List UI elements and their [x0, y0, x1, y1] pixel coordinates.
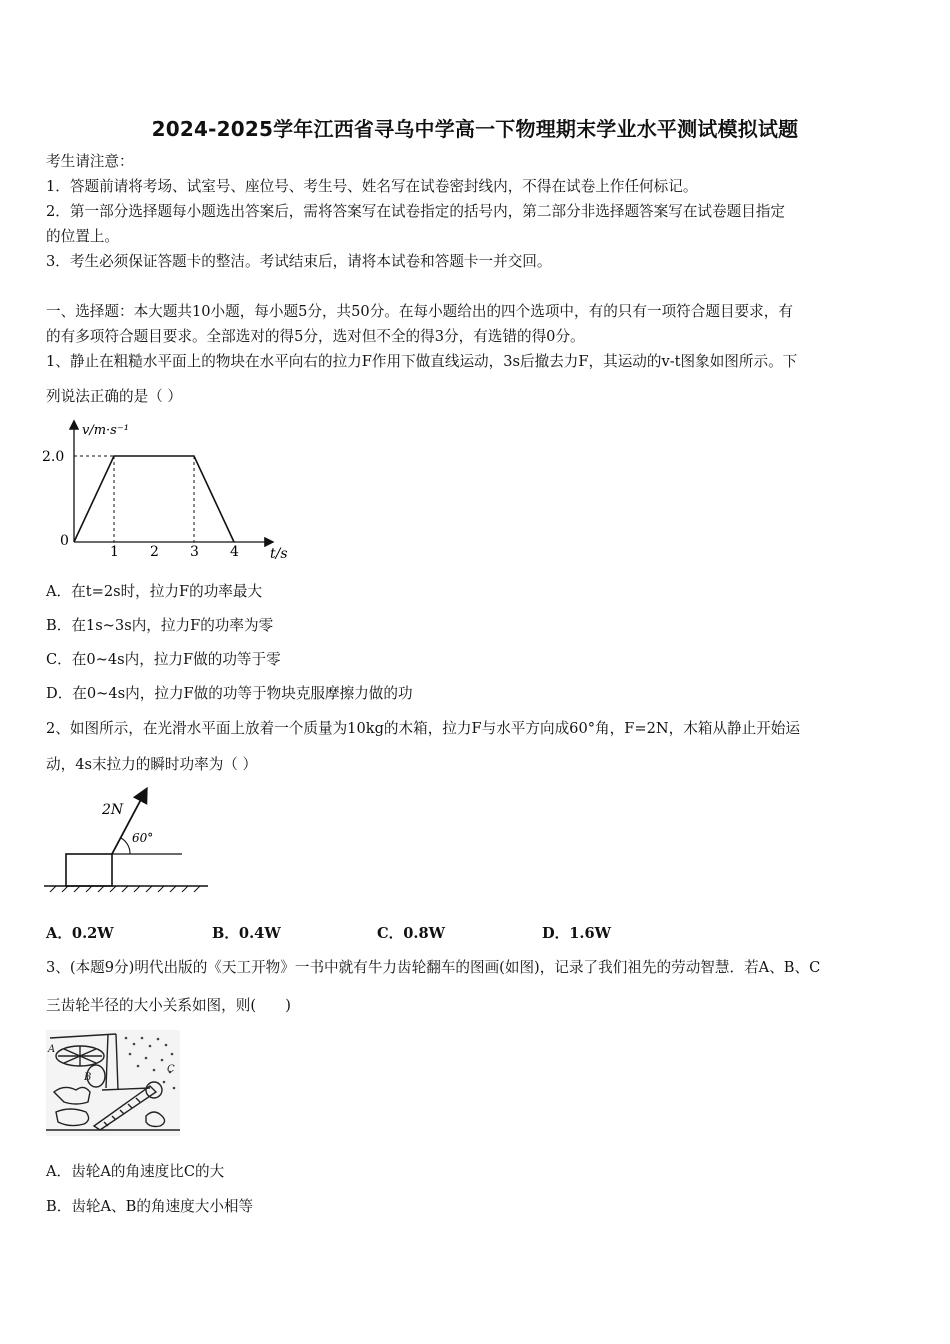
q1-option-b[interactable]: B．在1s~3s内，拉力F的功率为零: [46, 617, 274, 634]
section-instructions-1: 一、选择题：本大题共10小题，每小题5分，共50分。在每小题给出的四个选项中，有的只有一项符合题目要求，有: [46, 303, 793, 320]
q1-stem-1: 1、静止在粗糙水平面上的物块在水平向右的拉力F作用下做直线运动，3s后撤去力F，其运动的v-t图象如图所示。下: [46, 353, 798, 370]
q1-graph-xtick-2: 2: [150, 544, 159, 560]
q2-stem-2: 动，4s末拉力的瞬时功率为（ ）: [46, 756, 258, 773]
section-instructions-2: 的有多项符合题目要求。全部选对的得5分，选对但不全的得3分，有选错的得0分。: [46, 328, 585, 345]
notice-item-2-cont: 的位置上。: [46, 228, 119, 245]
q3-stem-2: 三齿轮半径的大小关系如图，则( ): [46, 997, 291, 1014]
q3-gear-illustration: [46, 1030, 180, 1136]
q3-stem-1: 3、(本题9分)明代出版的《天工开物》一书中就有牛力齿轮翻车的图画(如图)，记录了我们祖先的劳动智慧．若A、B、C: [46, 959, 821, 976]
q3-option-b[interactable]: B．齿轮A、B的角速度大小相等: [46, 1198, 254, 1215]
q2-angle-label: 60°: [132, 831, 154, 845]
q2-angle-arc: [121, 838, 130, 854]
q2-force-label: 2N: [102, 802, 124, 818]
q1-graph-ytick: 2.0: [42, 449, 65, 465]
q1-graph-xtick-3: 3: [190, 544, 199, 560]
q3-label-c: C: [167, 1064, 175, 1075]
q1-graph-xlabel: t/s: [270, 546, 288, 562]
notice-heading: 考生请注意：: [46, 153, 134, 170]
notice-item-3: 3．考生必须保证答题卡的整洁。考试结束后，请将本试卷和答题卡一并交回。: [46, 253, 552, 270]
q1-option-d[interactable]: D．在0~4s内，拉力F做的功等于物块克服摩擦力做的功: [46, 685, 413, 702]
q2-stem-1: 2、如图所示，在光滑水平面上放着一个质量为10kg的木箱，拉力F与水平方向成60°角，F=2N，木箱从静止开始运: [46, 720, 800, 737]
q3-label-b: B: [84, 1072, 92, 1083]
q3-label-a: A: [48, 1044, 56, 1055]
notice-item-2: 2．第一部分选择题每小题选出答案后，需将答案写在试卷指定的括号内，第二部分非选择题答案写在试卷题目指定: [46, 203, 785, 220]
q2-option-b[interactable]: B．0.4W: [212, 925, 281, 942]
q3-option-a[interactable]: A．齿轮A的角速度比C的大: [46, 1163, 225, 1180]
q1-graph-curve: [74, 456, 234, 542]
q2-box-figure: [42, 782, 212, 894]
q1-graph-xtick-4: 4: [230, 544, 239, 560]
q1-graph-xtick-1: 1: [110, 544, 119, 560]
notice-item-1: 1．答题前请将考场、试室号、座位号、考生号、姓名写在试卷密封线内，不得在试卷上作任何标记。: [46, 178, 698, 195]
q1-stem-2: 列说法正确的是（ ）: [46, 388, 182, 405]
q2-option-c[interactable]: C．0.8W: [377, 925, 445, 942]
q2-ground-hatch: [50, 886, 200, 892]
q2-option-a[interactable]: A．0.2W: [46, 925, 114, 942]
q2-option-d[interactable]: D．1.6W: [542, 925, 612, 942]
q1-vt-graph: [40, 418, 300, 566]
q1-graph-ylabel: v/m·s⁻¹: [82, 423, 129, 438]
q1-graph-origin: 0: [60, 533, 69, 549]
page-title: 2024-2025学年江西省寻乌中学高一下物理期末学业水平测试模拟试题: [151, 117, 799, 141]
q1-option-a[interactable]: A．在t=2s时，拉力F的功率最大: [46, 583, 263, 600]
q1-option-c[interactable]: C．在0~4s内，拉力F做的功等于零: [46, 651, 281, 668]
q2-wooden-box: [66, 854, 112, 886]
